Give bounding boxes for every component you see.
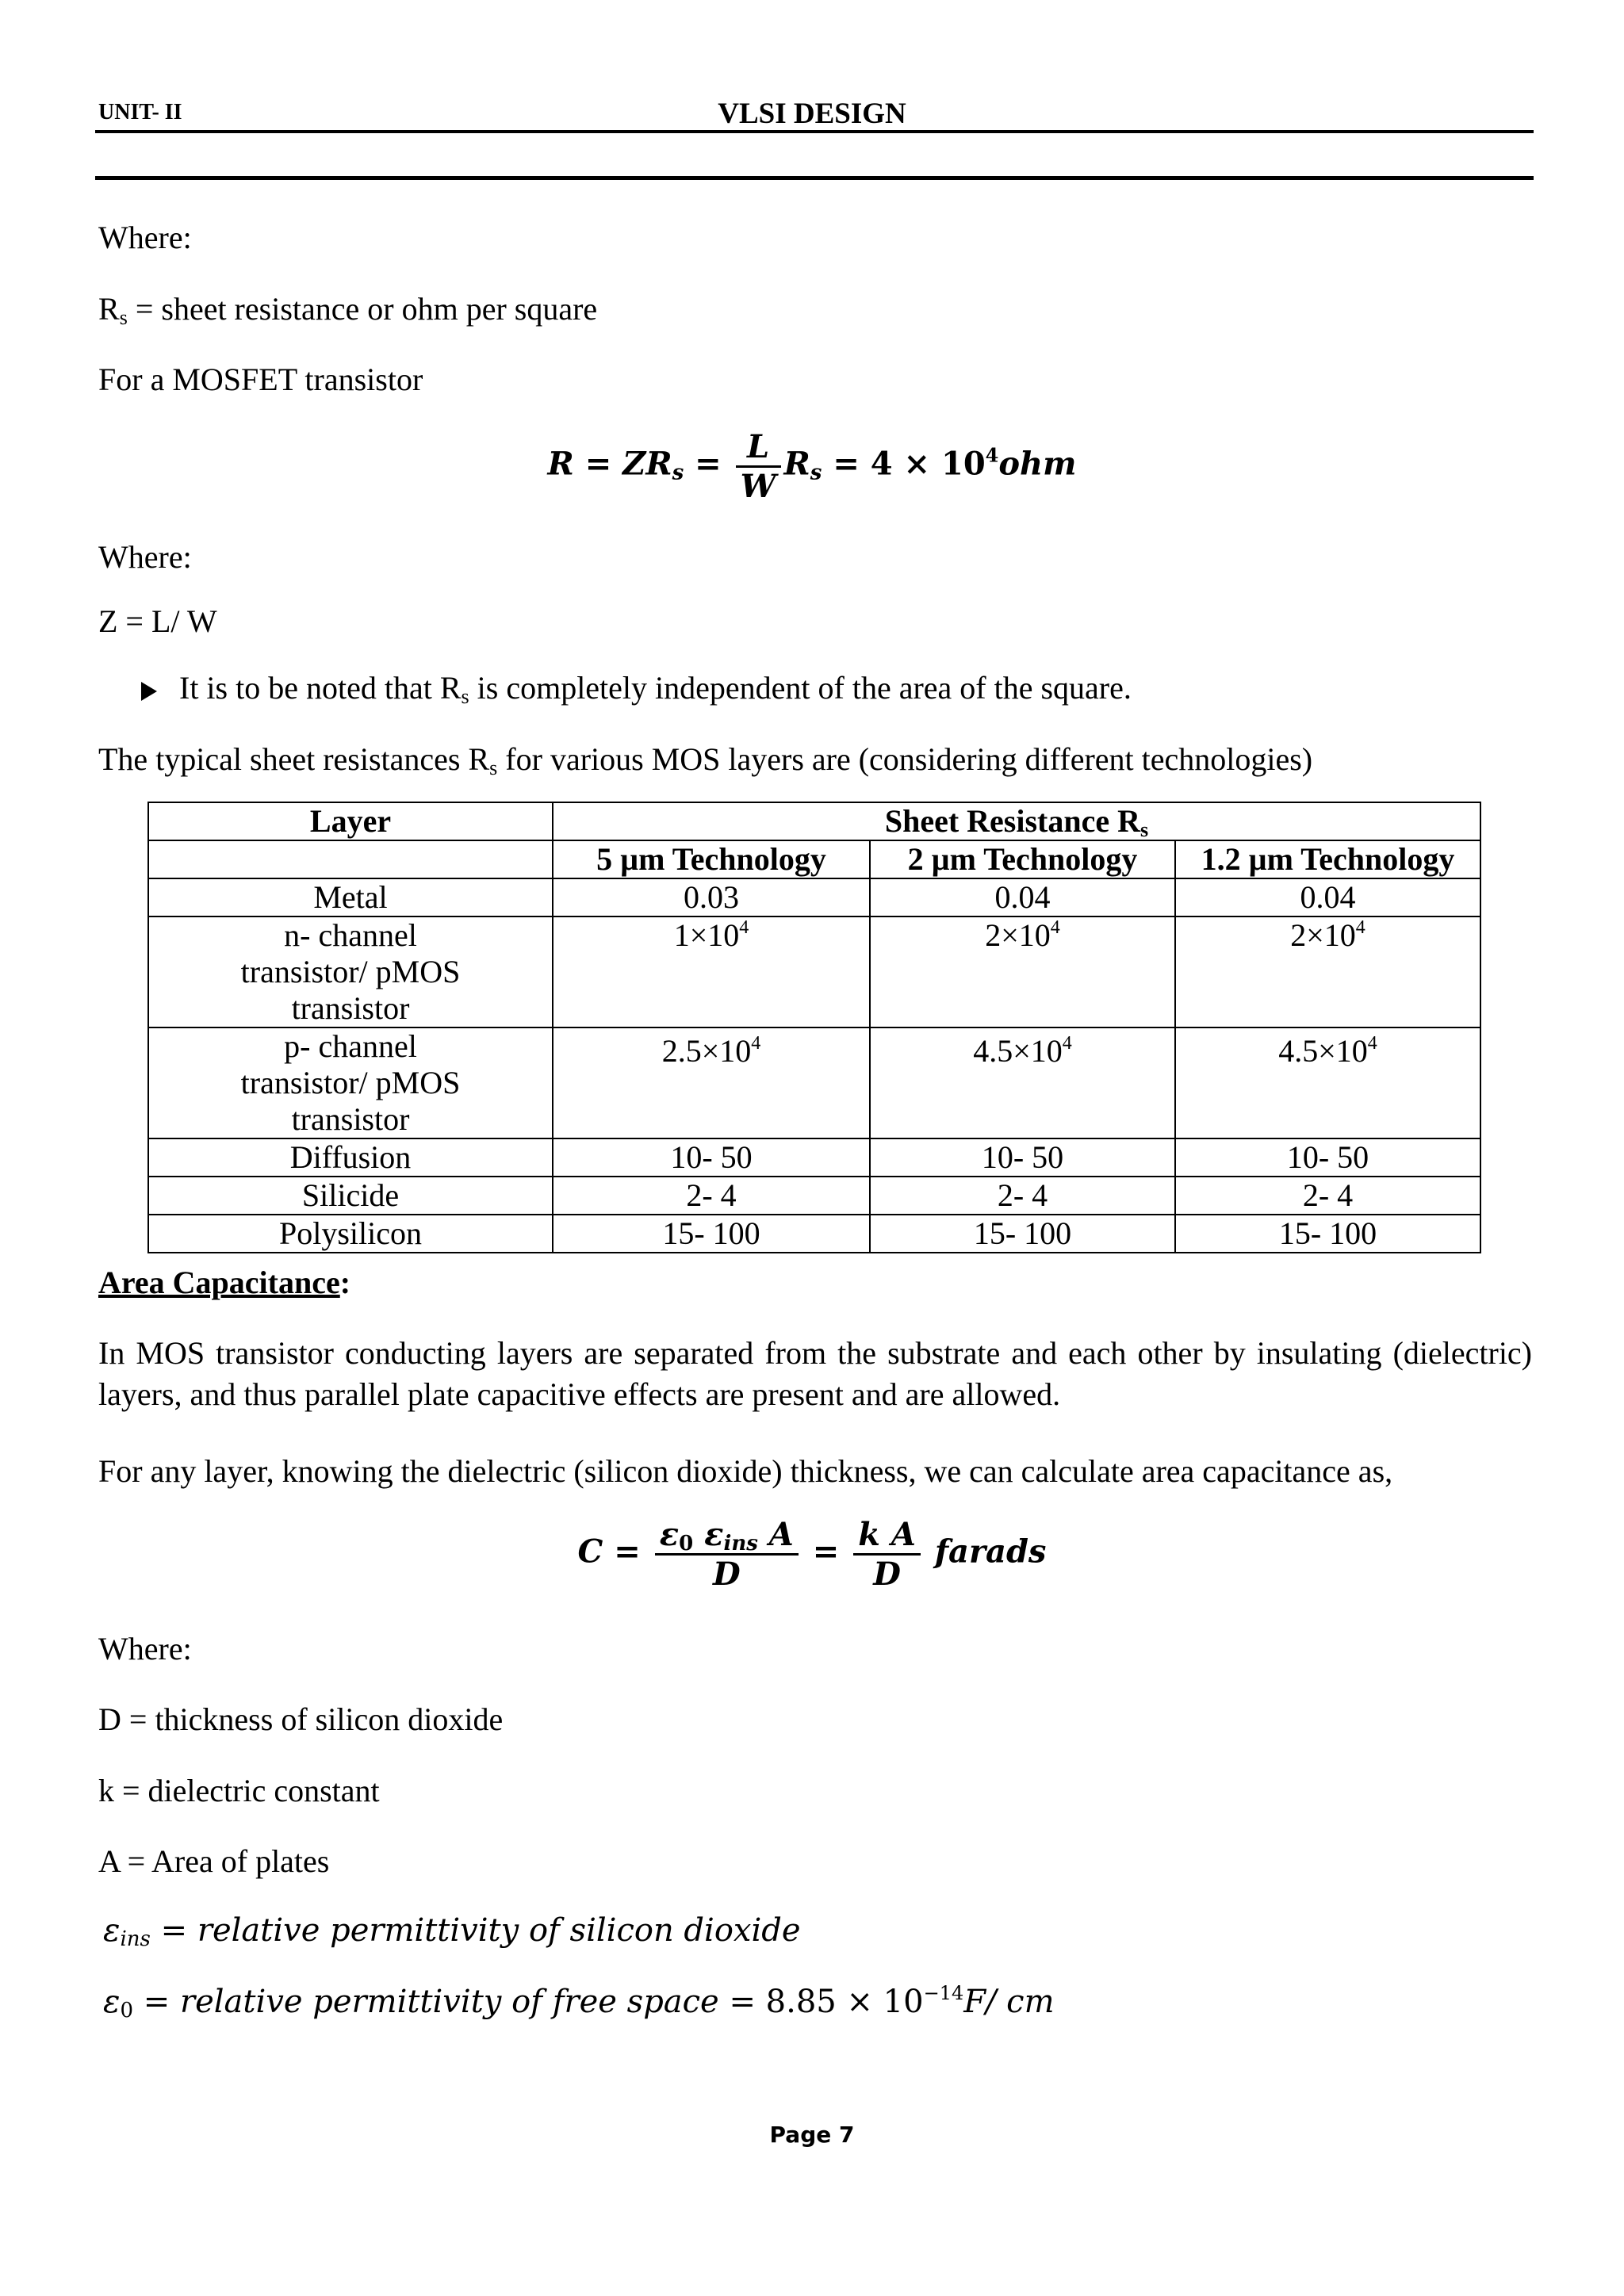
capacitance-paragraph-1: In MOS transistor conducting layers are separated from the substrate and each other by insulating (dielectric) layers, and thus parallel plate capacitive effects are present and are allowed. [98, 1335, 1532, 1412]
z-definition: Z = L/ W [98, 603, 217, 639]
empty-header-cell [148, 840, 553, 878]
layer-cell: Polysilicon [148, 1215, 553, 1253]
header-title: VLSI DESIGN [718, 98, 906, 130]
tech-header-5um: 5 µm Technology [553, 840, 870, 878]
value-cell: $4.5\times 10^4$ [1175, 1027, 1480, 1138]
header-rule-bottom [95, 176, 1534, 180]
table-row [148, 916, 1480, 1027]
value-cell: 15- 100 [870, 1215, 1175, 1253]
value-cell: 2- 4 [1175, 1177, 1480, 1215]
value-cell: 10- 50 [870, 1138, 1175, 1177]
value-cell: $2.5\times 10^4$ [553, 1027, 870, 1138]
mosfet-line: For a MOSFET transistor [98, 362, 423, 397]
value-cell: $2\times 10^4$ [1175, 916, 1480, 1027]
page-number: Page 7 [769, 2122, 855, 2148]
header-unit: UNIT- II [98, 100, 182, 124]
value-cell: $4.5\times 10^4$ [870, 1027, 1175, 1138]
a-definition: A = Area of plates [98, 1843, 330, 1879]
layer-header: Layer [148, 802, 553, 840]
bullet-note: It is to be noted that $R_s$ is completely independent of the area of the square. [141, 668, 1132, 709]
value-cell: 10- 50 [1175, 1138, 1480, 1177]
value-cell: 15- 100 [553, 1215, 870, 1253]
header-rule-top [95, 130, 1534, 133]
value-cell: 0.04 [1175, 878, 1480, 916]
layer-cell: p- channel transistor/ pMOS transistor [148, 1027, 553, 1138]
where-label-3: Where: [98, 1631, 192, 1667]
eps-0-definition: $\varepsilon_0$ = relative permittivity of free space = $8.85 \times 10^{-14}F/$ cm [103, 1982, 1055, 2022]
value-cell: 15- 100 [1175, 1215, 1480, 1253]
where-label-2: Where: [98, 539, 192, 575]
layer-cell: n- channel transistor/ pMOS transistor [148, 916, 553, 1027]
value-cell: 0.04 [870, 878, 1175, 916]
layer-cell: Silicide [148, 1177, 553, 1215]
table-subheader-row [148, 840, 1480, 878]
tech-header-1-2um: 1.2 µm Technology [1175, 840, 1480, 878]
value-cell: 0.03 [553, 878, 870, 916]
layer-cell: Metal [148, 878, 553, 916]
tech-header-2um: 2 µm Technology [870, 840, 1175, 878]
table-row [148, 878, 1480, 916]
sheet-resistance-table [147, 802, 1481, 1253]
equation-resistance: $R = ZR_s$ = $\frac{L}{W}$ $R_s = 4 \times 10^4ohm$ [547, 428, 1077, 505]
area-capacitance-heading: Area Capacitance: [98, 1265, 351, 1300]
eps-ins-definition: $\varepsilon_{ins}$ = relative permittivity of silicon dioxide [103, 1912, 801, 1951]
table-header-row [148, 802, 1480, 840]
table-row [148, 1177, 1480, 1215]
arrow-bullet-icon [141, 682, 157, 701]
value-cell: 2- 4 [870, 1177, 1175, 1215]
equation-capacitance: C = $\frac{\varepsilon_0 \varepsilon_{ins} A}{D}$ = $\frac{\text{k A}}{D}$ farads [577, 1516, 1047, 1593]
d-definition: D = thickness of silicon dioxide [98, 1701, 504, 1737]
value-cell: $2\times 10^4$ [870, 916, 1175, 1027]
k-definition: k = dielectric constant [98, 1773, 380, 1808]
typical-intro: The typical sheet resistances $R_s$ for various MOS layers are (considering different technologies) [98, 741, 1313, 779]
capacitance-paragraph-2: For any layer, knowing the dielectric (silicon dioxide) thickness, we can calculate area capacitance as, [98, 1453, 1393, 1489]
sheet-resistance-header: Sheet Resistance $R_s$ [553, 802, 1480, 840]
table-row [148, 1027, 1480, 1138]
value-cell: 2- 4 [553, 1177, 870, 1215]
table-row [148, 1138, 1480, 1177]
rs-definition: $R_s$ = sheet resistance or ohm per square [98, 291, 598, 329]
value-cell: $1\times 10^4$ [553, 916, 870, 1027]
table-row [148, 1215, 1480, 1253]
where-label-1: Where: [98, 220, 192, 255]
value-cell: 10- 50 [553, 1138, 870, 1177]
layer-cell: Diffusion [148, 1138, 553, 1177]
